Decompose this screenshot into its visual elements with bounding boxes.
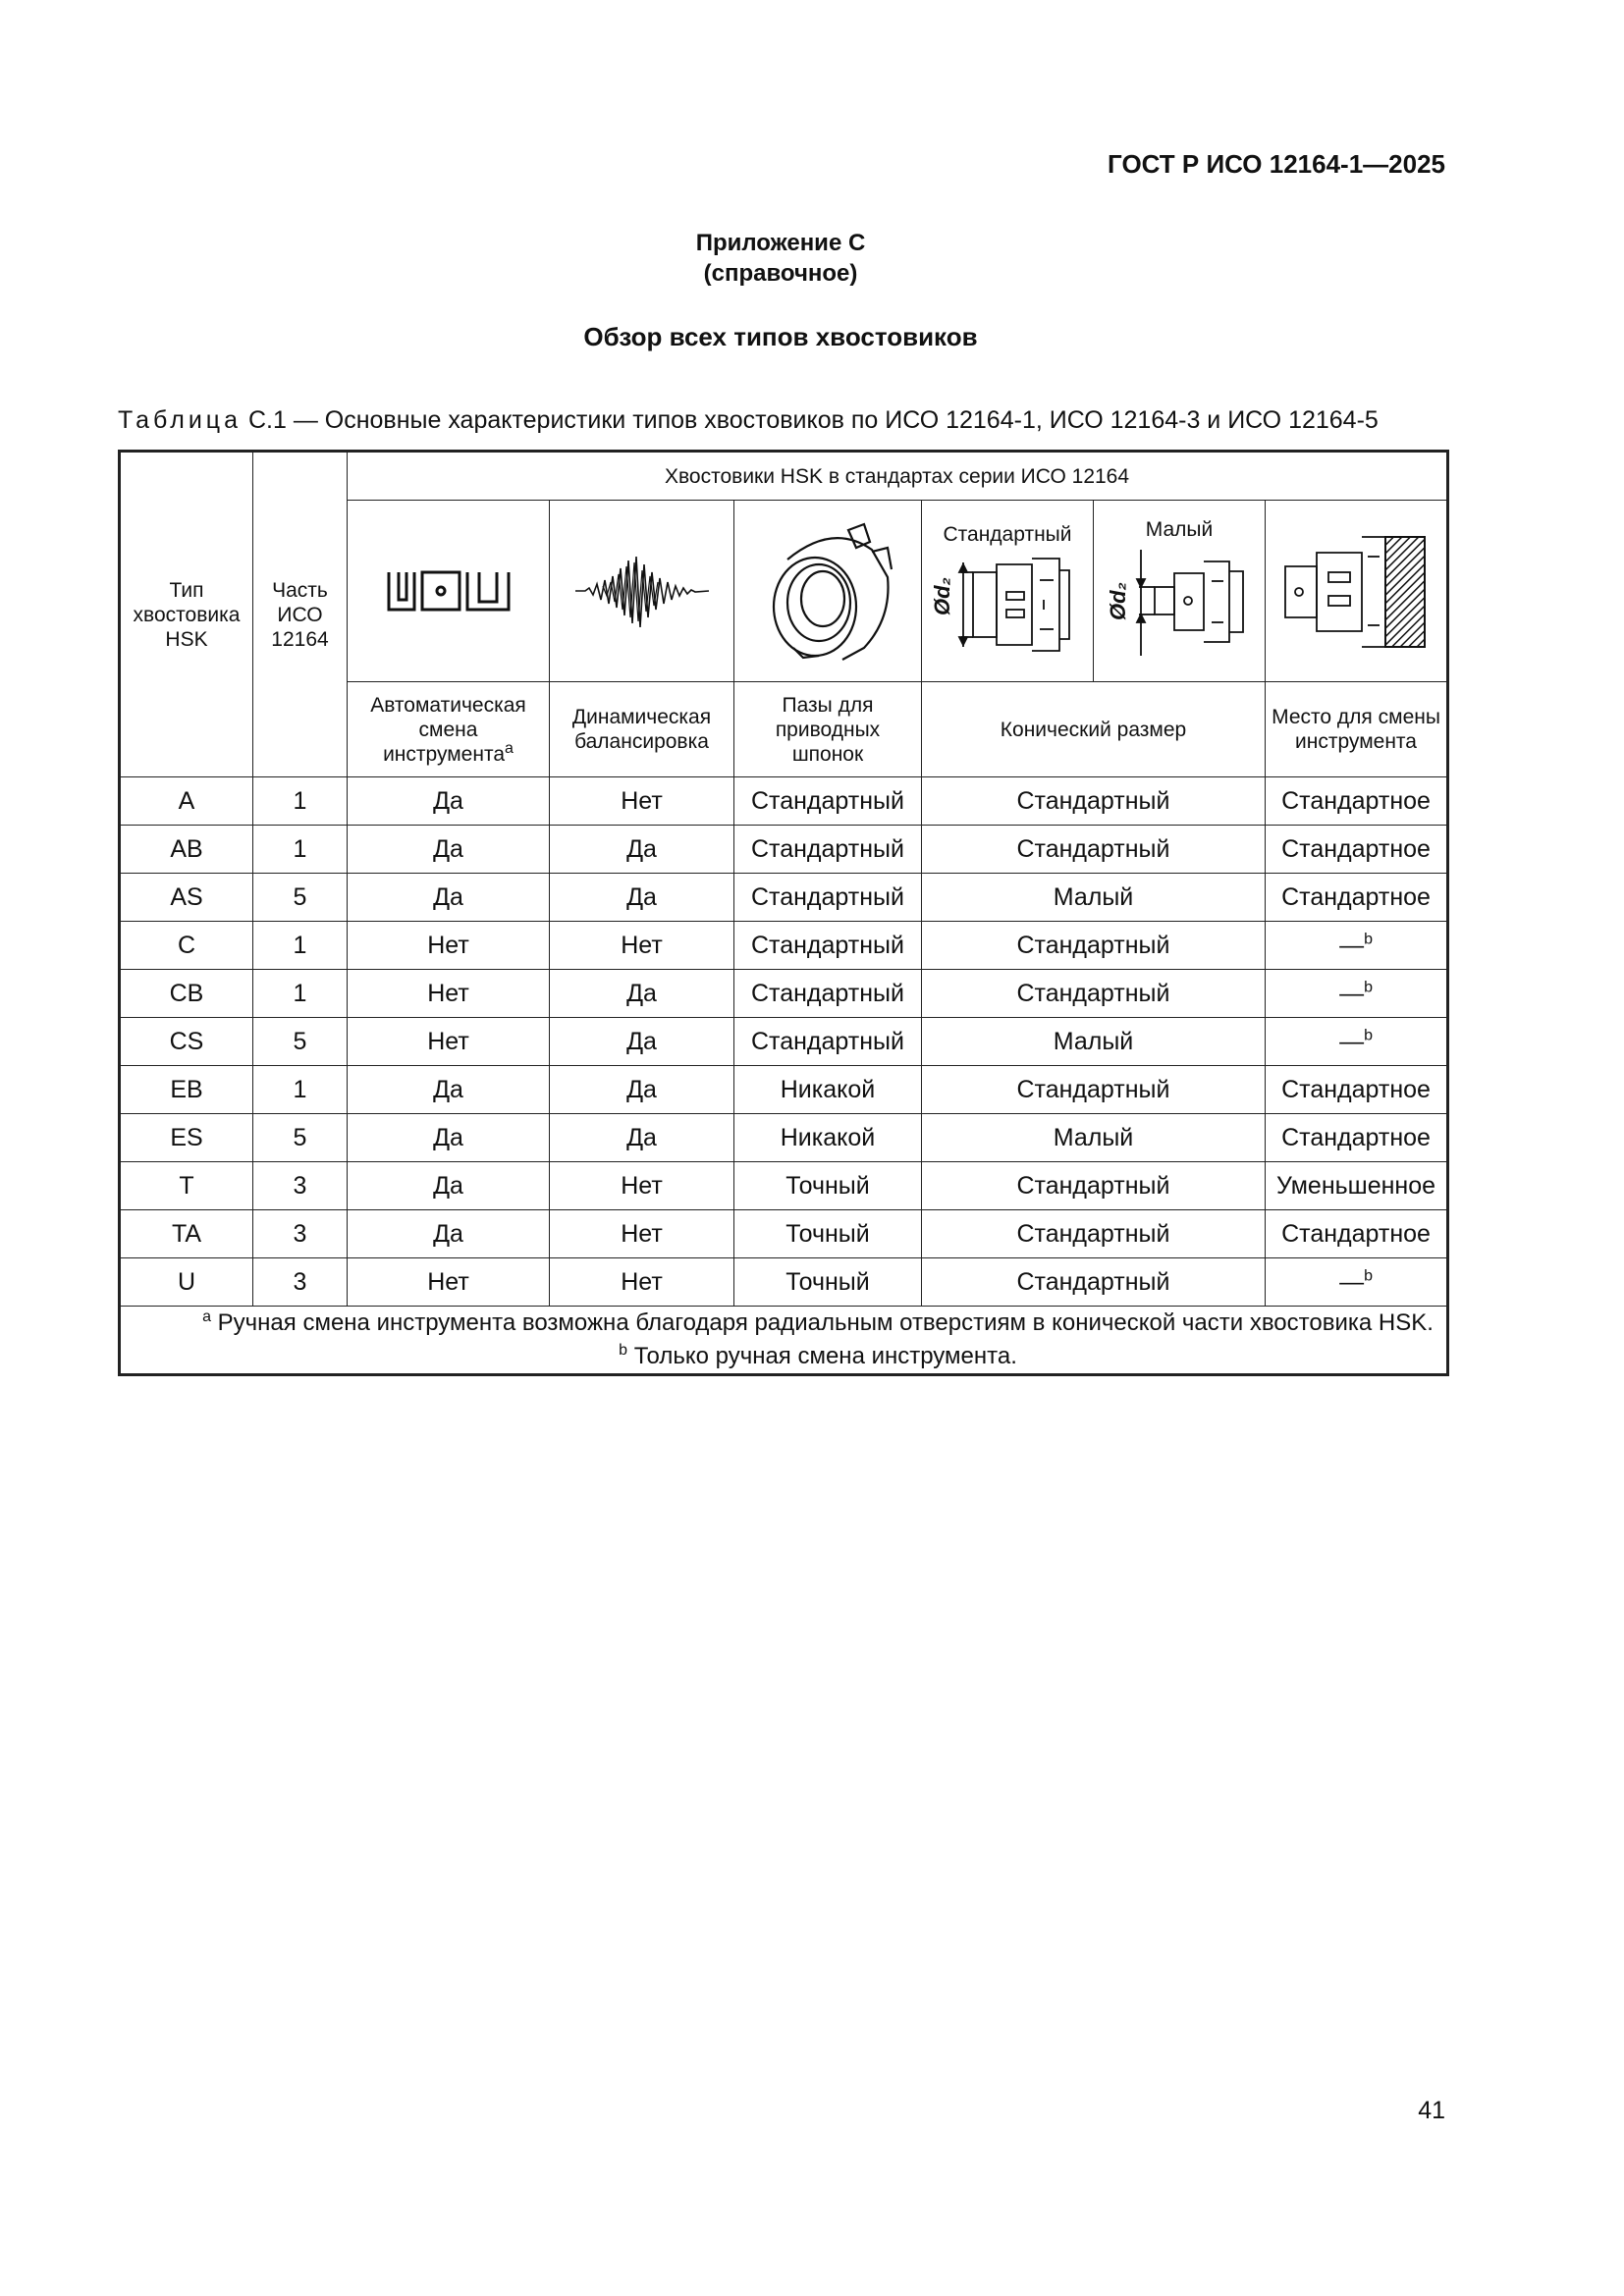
cell-type: ES	[120, 1114, 253, 1162]
cell-balance: Да	[550, 1066, 734, 1114]
cell-keyways: Точный	[734, 1162, 922, 1210]
table-row	[120, 922, 1448, 970]
table-row	[120, 970, 1448, 1018]
feat-header-balancing: Динамическая балансировка	[550, 682, 734, 777]
cell-place	[1266, 1114, 1448, 1162]
table-row	[120, 1114, 1448, 1162]
tool-change-area-icon	[1277, 527, 1435, 655]
cell-type: CB	[120, 970, 253, 1018]
cell-part: 3	[253, 1210, 348, 1258]
footnotes-cell	[120, 1307, 1448, 1375]
cell-part: 3	[253, 1162, 348, 1210]
pic-auto-change	[348, 501, 550, 682]
document-code: ГОСТ Р ИСО 12164-1—2025	[1108, 149, 1445, 179]
pic-standard-label: Стандартный	[943, 523, 1072, 546]
col-header-type: Тип хвостовика HSK	[120, 452, 253, 777]
cell-auto: Нет	[348, 1018, 550, 1066]
cell-balance: Да	[550, 826, 734, 874]
cell-taper: Стандартный	[922, 1210, 1266, 1258]
cell-place-text: —	[1339, 1267, 1365, 1296]
section-title: Обзор всех типов хвостовиков	[583, 322, 978, 351]
pic-balancing	[550, 501, 734, 682]
cell-taper: Малый	[922, 1018, 1266, 1066]
cell-auto: Да	[348, 1114, 550, 1162]
cell-place-text: Уменьшенное	[1275, 1171, 1436, 1200]
cell-place-text: Стандартное	[1281, 1075, 1431, 1103]
cell-place-note: b	[1364, 931, 1373, 948]
table-footnotes	[120, 1307, 1448, 1375]
cell-place-text: Стандартное	[1281, 1219, 1431, 1248]
footnote-b-text: Только ручная смена инструмента.	[627, 1343, 1017, 1369]
cell-taper: Малый	[922, 1114, 1266, 1162]
standard-taper-drawing-icon	[930, 551, 1081, 659]
cell-part: 5	[253, 874, 348, 922]
cell-auto: Да	[348, 1210, 550, 1258]
cell-part: 1	[253, 777, 348, 826]
cell-balance: Да	[550, 1018, 734, 1066]
cell-part: 1	[253, 826, 348, 874]
cell-taper: Стандартный	[922, 1258, 1266, 1307]
footnote-a	[125, 1307, 1442, 1340]
cell-place-text: Стандартное	[1281, 786, 1431, 815]
cell-type: T	[120, 1162, 253, 1210]
cell-balance: Нет	[550, 777, 734, 826]
cell-type: EB	[120, 1066, 253, 1114]
table-row	[120, 1018, 1448, 1066]
cell-balance: Нет	[550, 1210, 734, 1258]
footnote-a-mark: a	[202, 1308, 211, 1325]
feat-header-tool-change-place: Место для смены инструмента	[1266, 682, 1448, 777]
cell-place-note: b	[1364, 1267, 1373, 1285]
cell-auto: Да	[348, 826, 550, 874]
cell-taper: Стандартный	[922, 777, 1266, 826]
table-row	[120, 826, 1448, 874]
cell-place-text: Стандартное	[1281, 882, 1431, 911]
annex-title: Приложение С	[695, 230, 866, 256]
cell-balance: Нет	[550, 1162, 734, 1210]
dim-label-small: Ød₂	[1106, 582, 1130, 620]
cell-keyways: Никакой	[734, 1066, 922, 1114]
cell-keyways: Никакой	[734, 1114, 922, 1162]
cell-type: C	[120, 922, 253, 970]
cell-type: TA	[120, 1210, 253, 1258]
pic-taper-standard	[922, 501, 1094, 682]
cell-auto: Да	[348, 874, 550, 922]
cell-part: 1	[253, 970, 348, 1018]
cell-part: 5	[253, 1018, 348, 1066]
cell-keyways: Стандартный	[734, 1018, 922, 1066]
cell-place	[1266, 970, 1448, 1018]
page-number: 41	[1418, 2097, 1445, 2124]
cell-taper: Стандартный	[922, 922, 1266, 970]
group-header: Хвостовики HSK в стандартах серии ИСО 12164	[348, 452, 1448, 501]
col-header-part: Часть ИСО 12164	[253, 452, 348, 777]
cell-taper: Малый	[922, 874, 1266, 922]
cell-place	[1266, 1162, 1448, 1210]
cell-place	[1266, 922, 1448, 970]
cell-place	[1266, 826, 1448, 874]
cell-place	[1266, 1066, 1448, 1114]
cell-place-note: b	[1364, 979, 1373, 996]
cell-taper: Стандартный	[922, 826, 1266, 874]
cell-type: A	[120, 777, 253, 826]
table-caption-text: С.1 — Основные характеристики типов хвостовиков по ИСО 12164-1, ИСО 12164-3 и ИСО 12164-5	[242, 406, 1379, 434]
cell-keyways: Стандартный	[734, 922, 922, 970]
cell-auto: Нет	[348, 922, 550, 970]
cell-auto: Нет	[348, 1258, 550, 1307]
cell-place-note: b	[1364, 1027, 1373, 1044]
cell-type: U	[120, 1258, 253, 1307]
cell-balance: Нет	[550, 922, 734, 970]
footnote-a-text: Ручная смена инструмента возможна благодаря радиальным отверстиям в конической части хвостовика HSK.	[211, 1309, 1434, 1336]
cell-auto: Да	[348, 1162, 550, 1210]
cell-place-text: Стандартное	[1281, 1123, 1431, 1151]
gripper-groove-icon	[385, 566, 513, 615]
feat-auto-change-text: Автоматическая смена инструмента	[370, 693, 526, 766]
cell-balance: Да	[550, 970, 734, 1018]
feat-header-auto-change	[348, 682, 550, 777]
table-caption	[118, 406, 1379, 435]
cell-type: CS	[120, 1018, 253, 1066]
cell-keyways: Стандартный	[734, 874, 922, 922]
vibration-signal-icon	[573, 547, 711, 635]
table-row	[120, 777, 1448, 826]
shank-keyway-icon	[754, 512, 901, 669]
dim-label-standard: Ød₂	[930, 577, 954, 615]
table-row	[120, 874, 1448, 922]
cell-part: 1	[253, 922, 348, 970]
shank-types-table	[118, 450, 1449, 1376]
cell-place-text: —	[1339, 1027, 1365, 1055]
cell-place-text: —	[1339, 979, 1365, 1007]
cell-balance: Нет	[550, 1258, 734, 1307]
feat-header-taper: Конический размер	[922, 682, 1266, 777]
table-row	[120, 1066, 1448, 1114]
footnote-a-ref: a	[505, 739, 514, 757]
footnote-b-mark: b	[619, 1342, 628, 1359]
cell-auto: Нет	[348, 970, 550, 1018]
table-caption-prefix: Таблица	[118, 406, 243, 434]
cell-auto: Да	[348, 777, 550, 826]
pic-taper-small	[1094, 501, 1266, 682]
cell-part: 5	[253, 1114, 348, 1162]
pic-small-label: Малый	[1145, 518, 1214, 541]
cell-keyways: Точный	[734, 1258, 922, 1307]
cell-place-text: —	[1339, 931, 1365, 959]
cell-auto: Да	[348, 1066, 550, 1114]
cell-place	[1266, 1018, 1448, 1066]
cell-taper: Стандартный	[922, 970, 1266, 1018]
cell-taper: Стандартный	[922, 1066, 1266, 1114]
annex-subtitle: (справочное)	[703, 260, 858, 287]
table-row	[120, 1258, 1448, 1307]
small-taper-drawing-icon	[1106, 546, 1253, 664]
pic-tool-change-place	[1266, 501, 1448, 682]
cell-type: AB	[120, 826, 253, 874]
cell-type: AS	[120, 874, 253, 922]
cell-keyways: Стандартный	[734, 826, 922, 874]
pic-keyways	[734, 501, 922, 682]
cell-balance: Да	[550, 874, 734, 922]
footnote-b	[125, 1340, 1442, 1373]
cell-part: 1	[253, 1066, 348, 1114]
feat-header-keyways: Пазы для приводных шпонок	[734, 682, 922, 777]
cell-keyways: Точный	[734, 1210, 922, 1258]
table-row	[120, 1162, 1448, 1210]
cell-keyways: Стандартный	[734, 970, 922, 1018]
cell-balance: Да	[550, 1114, 734, 1162]
cell-part: 3	[253, 1258, 348, 1307]
cell-place	[1266, 1210, 1448, 1258]
cell-place	[1266, 874, 1448, 922]
annex-heading	[0, 228, 1561, 289]
cell-place-text: Стандартное	[1281, 834, 1431, 863]
cell-place	[1266, 777, 1448, 826]
cell-keyways: Стандартный	[734, 777, 922, 826]
cell-place	[1266, 1258, 1448, 1307]
cell-taper: Стандартный	[922, 1162, 1266, 1210]
table-row	[120, 1210, 1448, 1258]
